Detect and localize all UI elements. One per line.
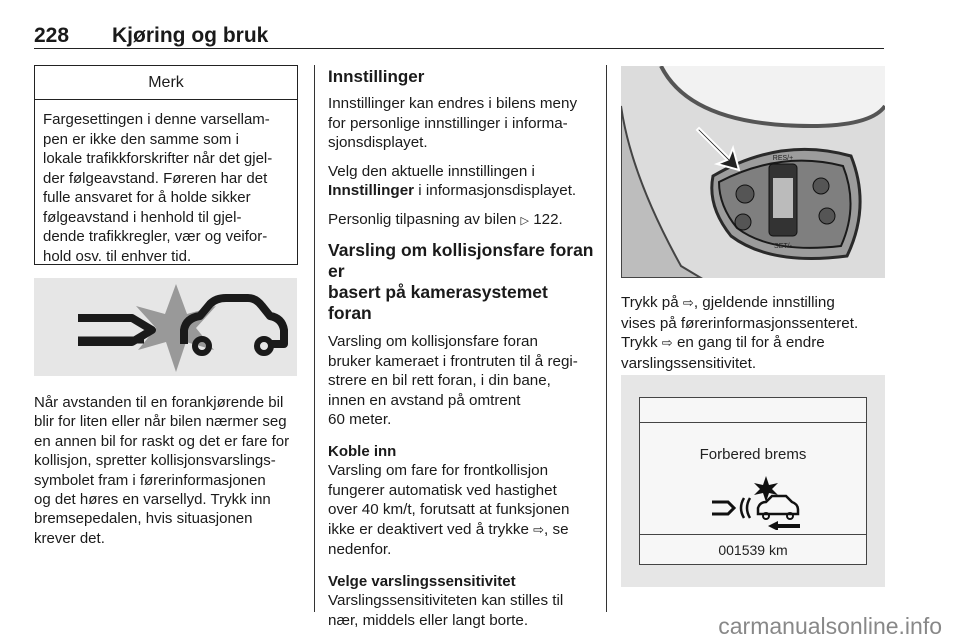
steering-wheel-figure [621, 66, 885, 278]
note-line: Fargesettingen i denne varsellam- [43, 111, 270, 128]
set-label: SET/- [774, 243, 792, 250]
steering-wheel-illustration [621, 66, 885, 278]
heading-line: basert på kamerasystemet foran [328, 282, 548, 323]
note-line: følgeavstand i henhold til gjel- [43, 208, 242, 226]
personlig-paragraph [328, 210, 594, 232]
middle-column [328, 67, 594, 639]
note-line: hold osv. til enhver tid. [43, 247, 192, 265]
text-line: krever det. [34, 529, 105, 547]
note-line: fulle ansvaret for å holde sikker [43, 189, 251, 206]
text-line: , gjeldende innstilling [693, 294, 835, 311]
text-line: Innstillinger kan endres i bilens meny [328, 95, 578, 112]
res-label: RES/+ [772, 155, 794, 162]
collision-symbol-icon [706, 476, 806, 530]
text-line: Varsling om kollisjonsfare foran [328, 333, 538, 350]
text-line: nær, middels eller langt borte. [328, 611, 529, 629]
collision-warning-figure [34, 278, 297, 376]
page-header [34, 22, 884, 49]
note-box [34, 65, 298, 265]
text-line: og det høres en varsellyd. Trykk inn [34, 491, 271, 509]
text-line: symbolet fram i førerinformasjonen [34, 471, 266, 489]
info-display [639, 397, 867, 565]
text-line: 60 meter. [328, 411, 392, 428]
text-line: bremsepedalen, hvis situasjonen [34, 510, 253, 528]
text-line: Personlig tilpasning av bilen [328, 210, 517, 228]
watermark: carmanualsonline.info [718, 613, 942, 639]
varsling-paragraph [328, 332, 594, 430]
section-title: Kjøring og bruk [112, 24, 269, 47]
text-line: vises på førerinformasjonssenteret. [621, 314, 859, 332]
koble-paragraph [328, 442, 594, 560]
note-body [35, 100, 297, 266]
text-line: over 40 km/t, forutsatt at funksjonen [328, 501, 570, 518]
column-divider-left [314, 65, 315, 612]
triangle-right-icon[interactable]: ▷ [520, 214, 529, 227]
text-line: , se [544, 520, 569, 538]
text-line: nedenfor. [328, 541, 392, 558]
text-line: Varsling om fare for frontkollisjon [328, 462, 549, 479]
text-line: ikke er deaktivert ved å trykke [328, 520, 529, 538]
note-line: der følgeavstand. Føreren har det [43, 169, 268, 187]
page-number: 228 [34, 24, 70, 47]
text-line: strere en bil rett foran, i din bane, [328, 372, 551, 389]
text-line: sjonsdisplayet. [328, 134, 428, 151]
text-line: Trykk på [621, 294, 679, 311]
note-line: lokale trafikkforskrifter når det gjel- [43, 150, 273, 167]
varsling-heading [328, 240, 594, 324]
collision-alert-button[interactable] [736, 185, 754, 203]
text-line: innen en avstand på omtrent [328, 391, 521, 409]
note-line: dende trafikkregler, vær og veifor- [43, 228, 268, 245]
text-line: Trykk [621, 334, 658, 351]
text-line: Velg den aktuelle innstillingen i [328, 162, 535, 180]
display-message: Forbered brems [699, 446, 807, 463]
column-divider-right [606, 65, 607, 612]
car-following-icon: ⇨ [682, 296, 694, 311]
text-line: en annen bil for raskt og det er fare for [34, 432, 290, 450]
collision-warning-illustration [34, 278, 297, 376]
wheel-icon [257, 339, 271, 353]
text-line: kollisjon, spretter kollisjonsvarslings- [34, 452, 276, 470]
text-line: Varslingssensitiviteten kan stilles til [328, 592, 564, 609]
car-following-icon: ⇨ [533, 522, 545, 538]
page-reference-link[interactable]: 122. [533, 210, 563, 228]
text-line: en gang til for å endre [676, 334, 825, 351]
display-figure [621, 375, 885, 587]
koble-heading: Koble inn [328, 442, 397, 460]
heading-line: Varsling om kollisjonsfare foran er [328, 240, 594, 281]
right-paragraph [621, 293, 891, 373]
text-line: i informasjonsdisplayet. [414, 182, 577, 199]
text-line: blir for liten eller når bilen nærmer seg [34, 413, 287, 431]
velge-heading: Velge varslingssensitivitet [328, 572, 516, 590]
text-line: bruker kameraet i frontruten til å regi- [328, 352, 578, 370]
note-line: pen er ikke den samme som i [43, 130, 239, 148]
text-line: fungerer automatisk ved hastighet [328, 481, 557, 499]
left-paragraph [34, 393, 300, 548]
innstillinger-paragraph [328, 94, 594, 153]
note-title: Merk [35, 66, 297, 100]
gap-button[interactable] [819, 208, 835, 224]
cruise-button[interactable] [735, 214, 751, 230]
car-following-icon: ⇨ [661, 336, 673, 351]
innstillinger-heading: Innstillinger [328, 67, 425, 86]
odometer-readout: 001539 km [718, 542, 788, 558]
limiter-button[interactable] [813, 178, 829, 194]
velg-paragraph [328, 162, 594, 201]
text-line: for personlige innstillinger i informa- [328, 114, 568, 132]
text-line: Når avstanden til en forankjørende bil [34, 394, 284, 411]
text-line: varslingssensitivitet. [621, 354, 757, 372]
velge-paragraph [328, 572, 594, 631]
innstillinger-bold: Innstillinger [328, 182, 415, 199]
